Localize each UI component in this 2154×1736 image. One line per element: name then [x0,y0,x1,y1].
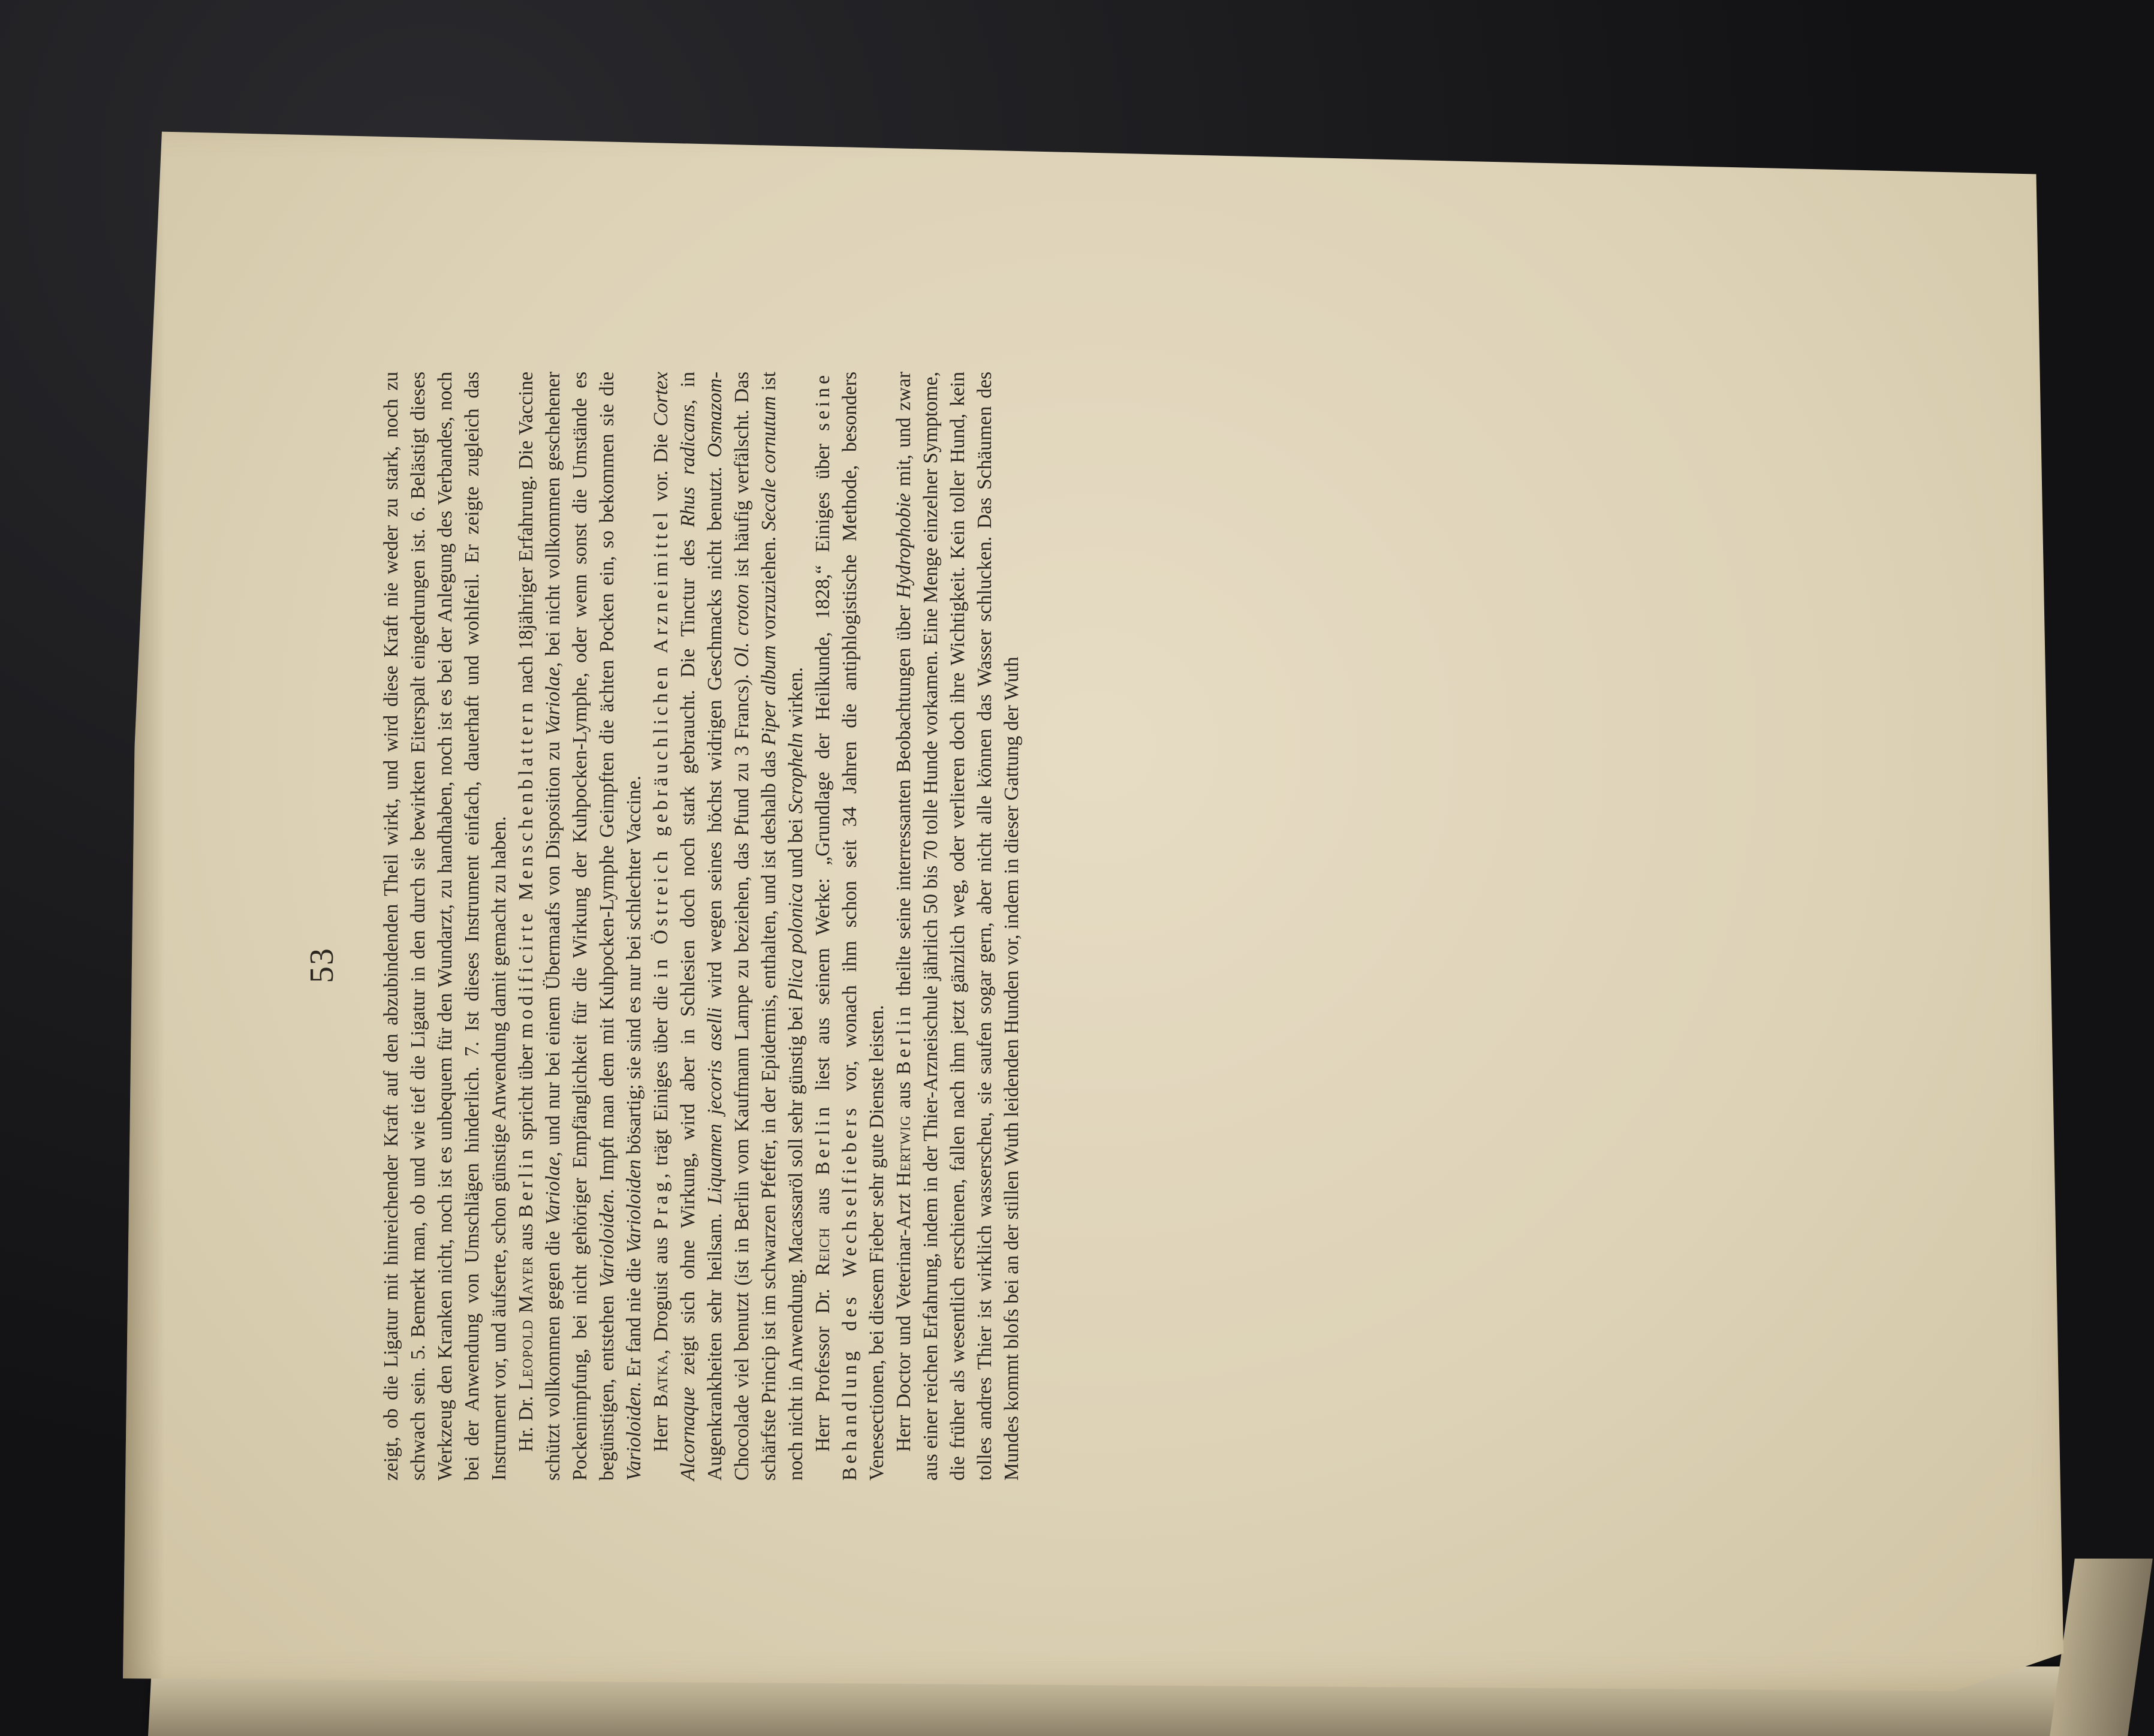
italic-term: Secale cornutum [758,396,780,531]
italic-term: Ol. croton [731,584,753,668]
text-run: zeigt sich ohne Wirkung, wird aber in Schlesien doch noch stark gebraucht. Die Tinctur des [677,527,699,1387]
paragraph [890,372,1025,1481]
text-run: zeigt, ob die Ligatur mit hinreichender Kraft auf den abzubindenden Theil wirkt, und wird diese Kraft nie weder zu stark, noch zu schwach sein. 5. Bemerkt man, ob und wie tief die Ligatur in den durch sie bewirkten Eiterspalt eingedrungen ist. 6. Belästigt dieses Werkzeug den Kranken nicht, noch ist es unbequem für den Wundarzt, zu handhaben, noch ist es bei der Anlegung des Verbandes, noch bei der Anwendung von Umschlägen hinderlich. 7. Ist dieses Instrument einfach, dauerhaft und wohlfeil. Er zeigte zugleich das Instrument vor, und äufserte, schon günstige Anwendung damit gemacht zu haben. [380,372,510,1481]
text-run: wirken. [785,667,807,733]
text-run: vorzuziehen. [758,531,780,646]
spaced-emphasis: seine Behandlung des Wechselfiebers [812,372,861,1481]
text-run: . Er fand nie die [623,1253,645,1387]
text-run: , bei nicht vollkommen geschehener Pockenimpfung, bei nicht gehöriger Empfänglichkeit für die Wirkung der Kuhpocken-Lymphe, oder wenn sonst die Umstände es begünstigen, entstehen [542,372,618,1481]
spaced-emphasis: Prag [650,1178,672,1230]
spaced-emphasis: Berlin [893,1003,915,1075]
text-run: spricht über [515,1038,537,1146]
text-run: Herr [650,1408,672,1452]
italic-term: Varioloiden [623,1387,645,1481]
person-name: Reich [812,1227,834,1276]
italic-term: Varioloiden [596,1194,618,1288]
spaced-emphasis: modificirte Menschenblattern [515,699,537,1039]
person-name: Batka [650,1354,672,1408]
text-run: aus [812,1175,834,1228]
text-run: , und nur bei einem Übermaafs von Disposition zu [542,735,564,1157]
italic-term: Scropheln [785,733,807,814]
text-run: aus [515,1217,537,1256]
italic-term: Rhus radicans [677,404,699,528]
text-run: . Impft man dem mit Kuhpocken-Lymphe Geimpften die ächten Pocken ein, so bekommen sie die [596,372,618,1194]
text-run: aus [893,1074,915,1116]
text-run: vor. Die [650,426,672,509]
paragraph [809,372,890,1481]
body-text [378,372,1025,1481]
italic-term: Plica polonica [785,883,807,1001]
text-run: wird wegen seines höchst widrigen Geschmacks nicht benutzt. [704,457,726,1008]
spaced-emphasis: in Östreich gebräuchlichen Arzneimittel [650,508,672,979]
italic-term: Liquamen jecoris aselli [704,1007,726,1204]
italic-term: Piper album [758,645,780,746]
spaced-emphasis: Berlin [812,1103,834,1176]
text-run: Herr Doctor und Veterinar-Arzt [893,1186,915,1452]
text-run: ist noch nicht in Anwendung. Macassaröl soll sehr günstig bei [758,372,807,1481]
spaced-emphasis: Berlin [515,1146,537,1218]
italic-term: Variolae [542,667,564,736]
page-number: 53 [303,947,341,983]
person-name: Leopold Mayer [515,1256,537,1391]
text-run: -Chocolade viel benutzt (ist in Berlin vom Kaufmann Lampe zu beziehen, das Pfund zu 3 Francs). [704,372,753,1481]
text-run: Hr. Dr. [515,1390,537,1452]
paragraph [513,372,647,1481]
text-run: liest aus seinem Werke: „Grundlage der Heilkunde, 1828,“ Einiges über [812,430,834,1104]
text-run: und bei [785,813,807,884]
italic-term: Variolae [542,1156,564,1225]
text-run: mit, und zwar aus einer reichen Erfahrung, indem in der Thier-Arzneischule jährlich 50 bis 70 tolle Hunde vorkamen. Eine Menge einzelner Symptome, die früher als wesentlich erschienen, fallen nach ihm jetzt gänzlich weg, oder verlieren doch ihre Wichtigkeit. Kein toller Hund, kein tolles andres Thier ist wirklich wasserscheu, sie saufen sogar gern, aber nicht alle können das Wasser schlucken. Das Schäumen des Mundes kommt blofs bei an der stillen Wuth leidenden Hunden vor, indem in dieser Gattung der Wuth [893,372,1023,1481]
paragraph [647,372,809,1481]
text-run: ist häufig verfälscht. Das schärfste Princip ist im schwarzen Pfeffer, in der Epidermis, enthalten, und ist deshalb das [731,372,780,1481]
italic-term: Osmazom [704,378,726,458]
text-run: nach 18jähriger Erfahrung. Die Vaccine schützt vollkommen gegen die [515,371,564,1481]
text-run: vor, wonach ihm schon seit 34 Jahren die antiphlogistische Methode, besonders Venesectionen, bei diesem Fieber sehr gute Dienste leisten. [839,372,888,1481]
text-run: bösartig; sie sind es nur bei schlechter Vaccine. [623,775,645,1160]
italic-term: Hydrophobie [893,493,915,599]
text-run: Herr Professor Dr. [812,1276,834,1452]
person-name: Hertwig [893,1115,915,1187]
text-run: theilte seine interressanten Beobachtungen über [893,598,915,1003]
text-run: , Droguist aus [650,1229,672,1355]
text-run: , trägt Einiges über die [650,978,672,1179]
italic-term: Cortex Alcornaque [650,371,699,1481]
italic-term: Varioloiden [623,1159,645,1253]
text-run: , in Augenkrankheiten sehr heilsam. [677,372,726,1481]
paragraph [378,372,513,1481]
